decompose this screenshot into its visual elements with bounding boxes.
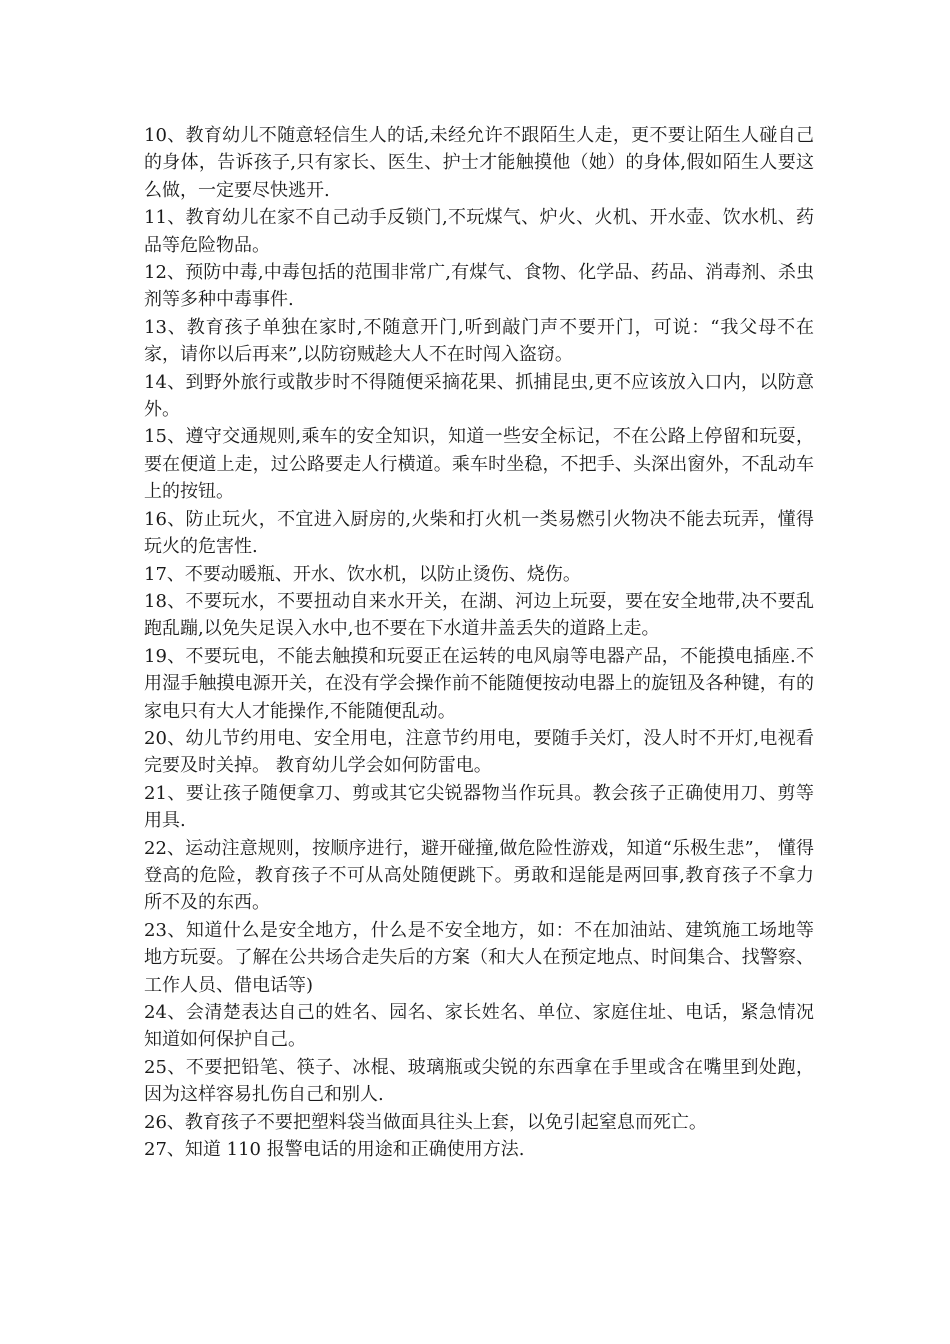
list-item: 25、不要把铅笔、筷子、冰棍、玻璃瓶或尖锐的东西拿在手里或含在嘴里到处跑，因为这样容易扎伤自己和别人.: [144, 1056, 814, 1106]
list-item: 14、到野外旅行或散步时不得随便采摘花果、抓捕昆虫,更不应该放入口内，以防意外。: [144, 371, 814, 421]
list-item: 18、不要玩水，不要扭动自来水开关，在湖、河边上玩耍，要在安全地带,决不要乱跑乱蹦,以免失足误入水中,也不要在下水道井盖丢失的道路上走。: [144, 590, 814, 640]
list-item: 10、教育幼儿不随意轻信生人的话,未经允许不跟陌生人走，更不要让陌生人碰自己的身体，告诉孩子,只有家长、医生、护士才能触摸他（她）的身体,假如陌生人要这么做，一定要尽快逃开.: [144, 125, 814, 201]
list-item: 22、运动注意规则，按顺序进行，避开碰撞,做危险性游戏，知道“乐极生悲”， 懂得登高的危险，教育孩子不可从高处随便跳下。勇敢和逞能是两回事,教育孩子不拿力所不及的东西。: [144, 837, 814, 914]
list-item: 23、知道什么是安全地方，什么是不安全地方，如：不在加油站、建筑施工场地等地方玩耍。了解在公共场合走失后的方案（和大人在预定地点、时间集合、找警察、工作人员、借电话等): [144, 919, 814, 996]
list-item: 13、教育孩子单独在家时,不随意开门,听到敲门声不要开门，可说：“我父母不在家，请你以后再来”,以防窃贼趁大人不在时闯入盗窃。: [144, 316, 814, 366]
list-item: 21、要让孩子随便拿刀、剪或其它尖锐器物当作玩具。教会孩子正确使用刀、剪等用具.: [144, 782, 814, 832]
list-item: 15、遵守交通规则,乘车的安全知识，知道一些安全标记，不在公路上停留和玩耍，要在便道上走，过公路要走人行横道。乘车时坐稳，不把手、头深出窗外，不乱动车上的按钮。: [144, 426, 814, 503]
list-item: 19、不要玩电，不能去触摸和玩耍正在运转的电风扇等电器产品，不能摸电插座.不用湿手触摸电源开关，在没有学会操作前不能随便按动电器上的旋钮及各种键，有的家电只有大人才能操作,不能随便乱动。: [144, 645, 814, 722]
safety-guidelines-list: [144, 122, 814, 1163]
list-item: 24、会清楚表达自己的姓名、园名、家长姓名、单位、家庭住址、电话，紧急情况知道如何保护自己。: [144, 1002, 814, 1051]
list-item: 16、防止玩火，不宜进入厨房的,火柴和打火机一类易燃引火物决不能去玩弄，懂得玩火的危害性.: [144, 508, 814, 558]
list-item: 27、知道 110 报警电话的用途和正确使用方法.: [144, 1139, 525, 1161]
list-item: 20、幼儿节约用电、安全用电，注意节约用电，要随手关灯，没人时不开灯,电视看完要及时关掉。 教育幼儿学会如何防雷电。: [144, 727, 814, 777]
list-item: 12、预防中毒,中毒包括的范围非常广,有煤气、食物、化学品、药品、消毒剂、杀虫剂等多种中毒事件.: [144, 262, 814, 311]
list-item: 26、教育孩子不要把塑料袋当做面具往头上套，以免引起窒息而死亡。: [144, 1111, 707, 1133]
list-item: 17、不要动暖瓶、开水、饮水机，以防止烫伤、烧伤。: [144, 563, 581, 585]
list-item: 11、教育幼儿在家不自己动手反锁门,不玩煤气、炉火、火机、开水壶、饮水机、药品等危险物品。: [144, 207, 814, 256]
